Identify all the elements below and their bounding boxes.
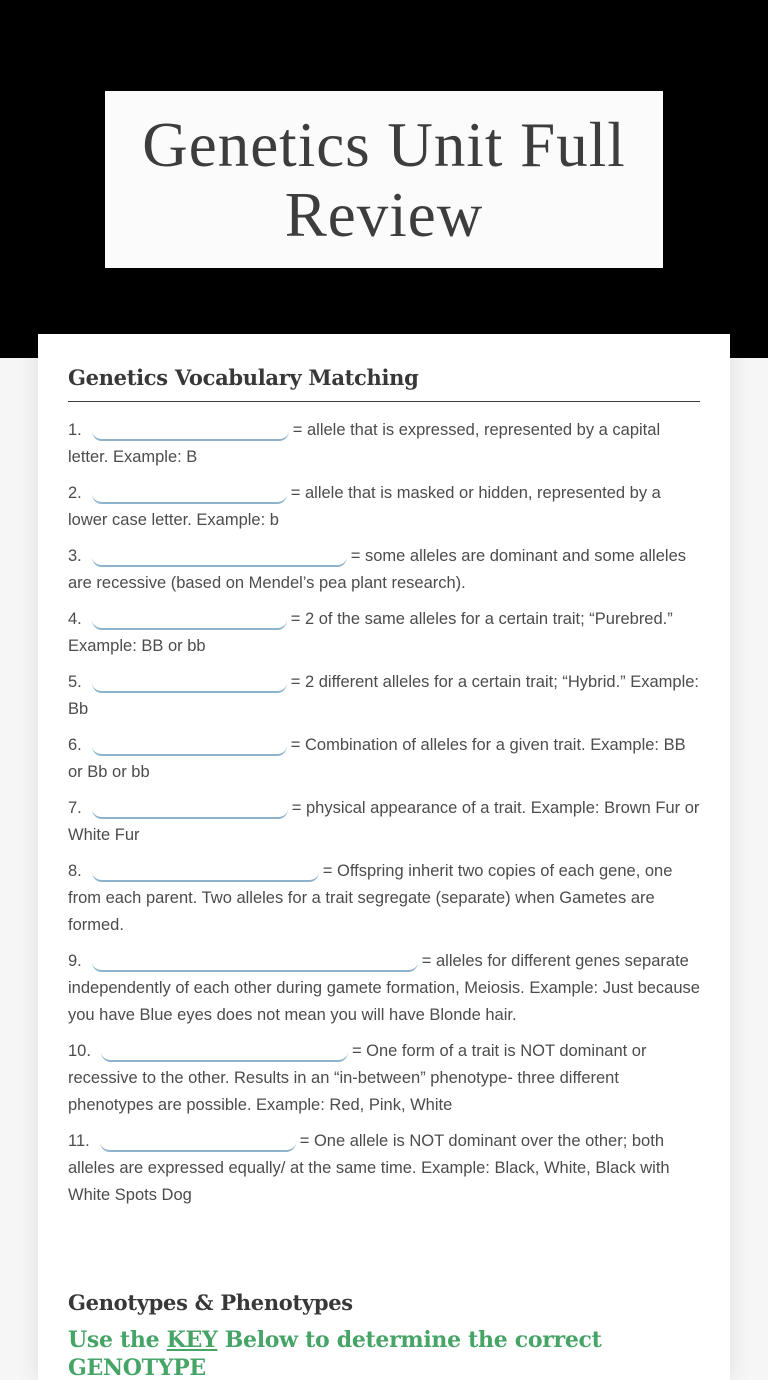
vocab-item-11 — [68, 1128, 700, 1209]
item-definition: = Combination of alleles for a given trait. Example: BB or Bb or bb — [68, 736, 686, 781]
section-divider — [68, 401, 700, 402]
page-title: Genetics Unit Full Review — [142, 109, 626, 250]
vocab-item-4 — [68, 606, 700, 660]
worksheet-title-card — [105, 91, 663, 268]
item-number: 1. — [68, 421, 82, 439]
item-definition: = physical appearance of a trait. Example: Brown Fur or White Fur — [68, 799, 700, 844]
item-number: 5. — [68, 673, 82, 691]
item-number: 3. — [68, 547, 82, 565]
item-definition: = some alleles are dominant and some alleles are recessive (based on Mendel’s pea plant research). — [68, 547, 686, 592]
answer-blank-5[interactable] — [92, 669, 287, 693]
item-number: 8. — [68, 862, 82, 880]
vocab-item-3 — [68, 543, 700, 597]
answer-blank-10[interactable] — [101, 1038, 348, 1062]
item-number: 4. — [68, 610, 82, 628]
answer-blank-8[interactable] — [92, 858, 319, 882]
vocab-item-7 — [68, 795, 700, 849]
vocab-item-2 — [68, 480, 700, 534]
answer-blank-2[interactable] — [92, 480, 287, 504]
vocab-item-5 — [68, 669, 700, 723]
answer-blank-1[interactable] — [92, 417, 289, 441]
genotype-instruction — [68, 1326, 700, 1380]
vocab-item-6 — [68, 732, 700, 786]
vocab-item-1 — [68, 417, 700, 471]
instruction-key-word: KEY — [166, 1327, 218, 1353]
answer-blank-3[interactable] — [92, 543, 347, 567]
item-definition: = alleles for different genes separate independently of each other during gamete formation, Meiosis. Example: Just because you have Blue eyes does not mean you will have Blonde hair. — [68, 952, 700, 1024]
item-number: 11. — [68, 1132, 90, 1150]
item-definition: = allele that is expressed, represented by a capital letter. Example: B — [68, 421, 661, 466]
item-number: 9. — [68, 952, 82, 970]
item-number: 10. — [68, 1042, 91, 1060]
item-definition: = One form of a trait is NOT dominant or recessive to the other. Results in an “in-between” phenotype- three different phenotypes are possible. Example: Red, Pink, White — [68, 1042, 647, 1114]
section-heading-vocabulary-matching: Genetics Vocabulary Matching — [68, 365, 419, 390]
genotypes-section — [68, 1289, 700, 1380]
vocab-item-10 — [68, 1038, 700, 1119]
vocab-item-8 — [68, 858, 700, 939]
vocab-item-9 — [68, 948, 700, 1029]
section-heading-genotypes-phenotypes: Genotypes & Phenotypes — [68, 1290, 353, 1315]
item-number: 2. — [68, 484, 82, 502]
item-number: 6. — [68, 736, 82, 754]
instruction-suffix: Below to determine the correct GENOTYPE — [68, 1327, 602, 1380]
answer-blank-7[interactable] — [92, 795, 288, 819]
item-definition: = One allele is NOT dominant over the other; both alleles are expressed equally/ at the same time. Example: Black, White, Black with White Spots Dog — [68, 1132, 670, 1204]
answer-blank-6[interactable] — [92, 732, 287, 756]
instruction-prefix: Use the — [68, 1327, 167, 1353]
item-definition: = 2 different alleles for a certain trait; “Hybrid.” Example: Bb — [68, 673, 700, 718]
answer-blank-9[interactable] — [92, 948, 418, 972]
item-definition: = Offspring inherit two copies of each gene, one from each parent. Two alleles for a trait segregate (separate) when Gametes are formed. — [68, 862, 673, 934]
item-definition: = allele that is masked or hidden, represented by a lower case letter. Example: b — [68, 484, 661, 529]
answer-blank-11[interactable] — [100, 1128, 296, 1152]
item-number: 7. — [68, 799, 82, 817]
worksheet-sheet — [38, 334, 730, 1380]
answer-blank-4[interactable] — [92, 606, 287, 630]
vocab-items-list — [68, 417, 700, 1209]
item-definition: = 2 of the same alleles for a certain trait; “Purebred.” Example: BB or bb — [68, 610, 673, 655]
